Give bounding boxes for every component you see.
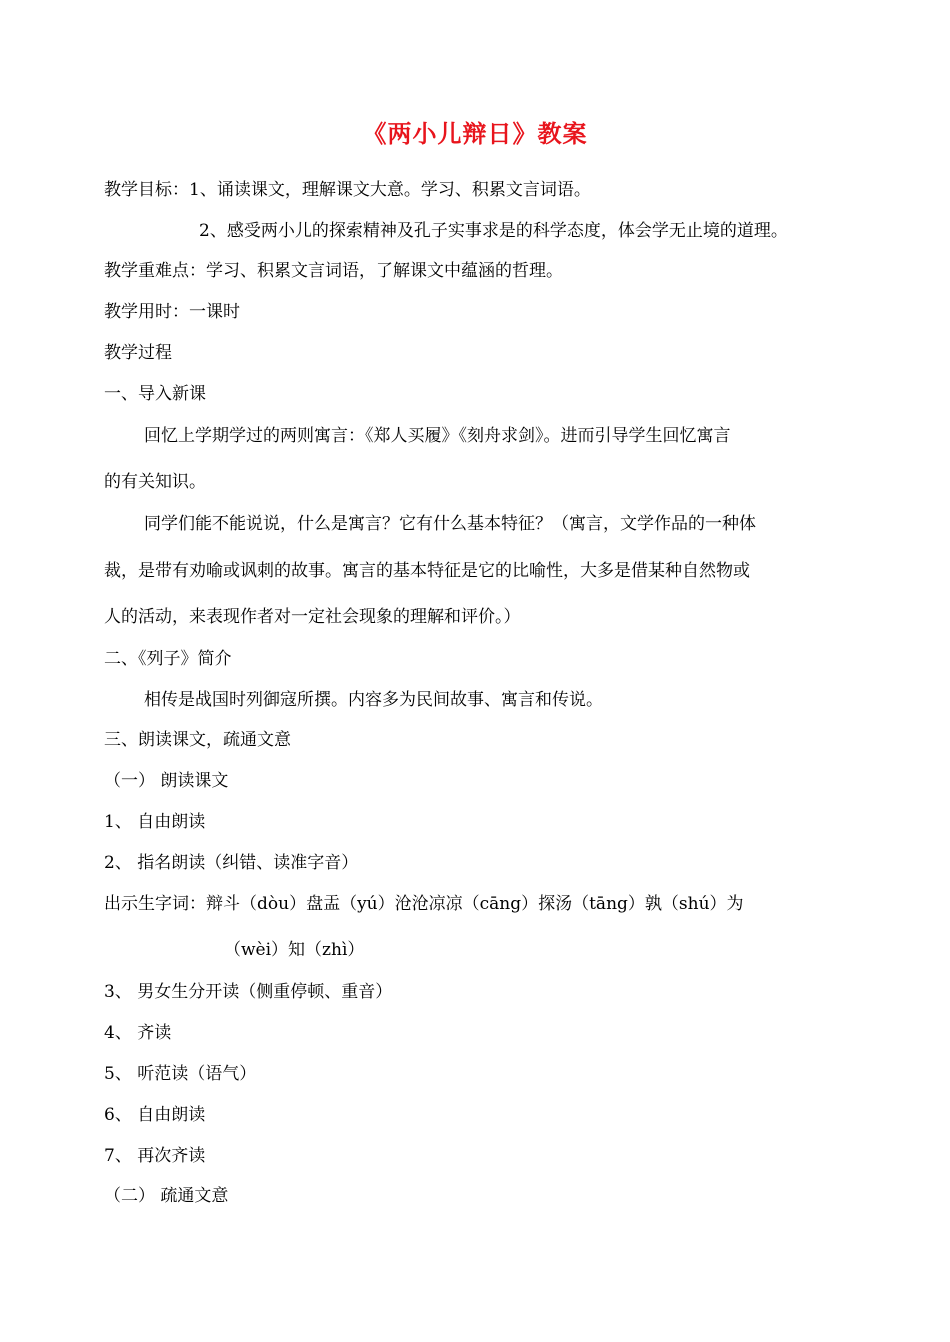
list-item: 3、 男女生分开读（侧重停顿、重音）: [104, 982, 393, 1002]
paragraph-line: 相传是战国时列御寇所撰。内容多为民间故事、寓言和传说。: [144, 690, 603, 710]
teaching-objective-1: 教学目标：1、诵读课文，理解课文大意。学习、积累文言词语。: [104, 180, 591, 200]
section-3-heading: 三、朗读课文，疏通文意: [104, 730, 291, 750]
document-title: 《两小儿辩日》教案: [362, 119, 588, 148]
paragraph-line: 同学们能不能说说，什么是寓言？它有什么基本特征？（寓言，文学作品的一种体: [144, 514, 756, 534]
subsection-2-heading: （二） 疏通文意: [104, 1186, 229, 1206]
vocabulary-line: 出示生字词：辩斗（dòu）盘盂（yú）沧沧凉凉（cāng）探汤（tāng）孰（shú）为: [104, 894, 744, 914]
vocabulary-line: （wèi）知（zhì）: [224, 940, 365, 960]
list-item: 5、 听范读（语气）: [104, 1064, 257, 1084]
paragraph-line: 的有关知识。: [104, 472, 206, 492]
subsection-1-heading: （一） 朗读课文: [104, 771, 229, 791]
list-item: 6、 自由朗读: [104, 1105, 206, 1125]
section-1-heading: 一、导入新课: [104, 384, 206, 404]
section-2-heading: 二、《列子》简介: [104, 649, 232, 669]
list-item: 2、 指名朗读（纠错、读准字音）: [104, 853, 359, 873]
list-item: 1、 自由朗读: [104, 812, 206, 832]
list-item: 4、 齐读: [104, 1023, 172, 1043]
paragraph-line: 人的活动，来表现作者对一定社会现象的理解和评价。）: [104, 607, 521, 627]
teaching-time: 教学用时：一课时: [104, 302, 240, 322]
list-item: 7、 再次齐读: [104, 1146, 206, 1166]
key-points: 教学重难点：学习、积累文言词语，了解课文中蕴涵的哲理。: [104, 261, 563, 281]
teaching-objective-2: 2、感受两小儿的探索精神及孔子实事求是的科学态度，体会学无止境的道理。: [199, 221, 788, 241]
teaching-process-heading: 教学过程: [104, 343, 172, 363]
paragraph-line: 裁，是带有劝喻或讽刺的故事。寓言的基本特征是它的比喻性，大多是借某种自然物或: [104, 561, 750, 581]
paragraph-line: 回忆上学期学过的两则寓言：《郑人买履》《刻舟求剑》。进而引导学生回忆寓言: [144, 426, 731, 446]
